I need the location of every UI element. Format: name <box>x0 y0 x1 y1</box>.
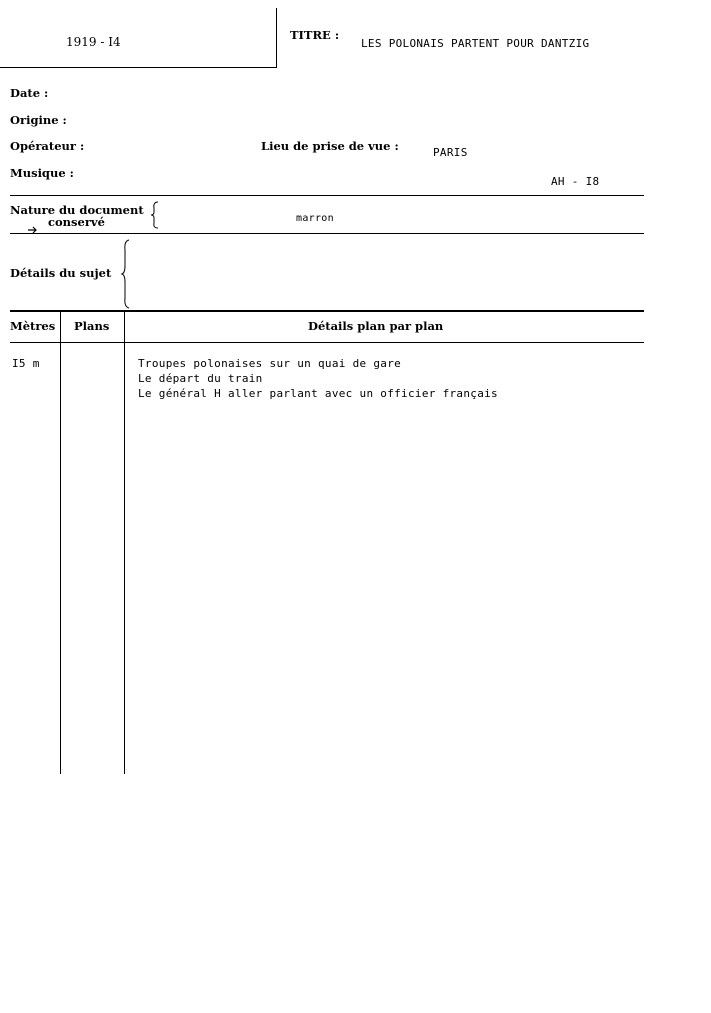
header-underline <box>0 67 277 68</box>
col-details-header: Détails plan par plan <box>308 319 444 333</box>
table-header-rule <box>10 342 644 343</box>
date-label: Date : <box>10 86 49 100</box>
detail-line: Troupes polonaises sur un quai de gare <box>138 357 402 370</box>
col-plans-header: Plans <box>74 319 110 333</box>
nature-label-line1: Nature du document <box>10 203 144 217</box>
origine-label: Origine : <box>10 113 67 127</box>
col-metres-header: Mètres <box>10 319 56 333</box>
nature-top-rule <box>10 195 644 196</box>
nature-brace-icon <box>150 200 162 230</box>
operateur-label: Opérateur : <box>10 139 85 153</box>
nature-value: marron <box>296 213 334 224</box>
row-metres-value: I5 m <box>12 357 40 370</box>
reference-number: 1919 - I4 <box>66 35 121 49</box>
nature-label-line2: conservé <box>48 215 105 229</box>
sujet-brace-icon <box>120 238 132 310</box>
musique-label: Musique : <box>10 166 74 180</box>
detail-line: Le général H aller parlant avec un officier français <box>138 387 498 400</box>
col-divider-2 <box>124 312 125 774</box>
table-top-rule <box>10 310 644 312</box>
nature-bottom-rule <box>10 233 644 234</box>
header-divider <box>276 8 277 68</box>
lieu-value: PARIS <box>433 146 468 159</box>
sujet-label: Détails du sujet <box>10 266 112 280</box>
titre-label: TITRE : <box>290 28 340 42</box>
detail-line: Le départ du train <box>138 372 263 385</box>
lieu-label: Lieu de prise de vue : <box>261 139 399 153</box>
document-code: AH - I8 <box>551 175 600 188</box>
titre-value: LES POLONAIS PARTENT POUR DANTZIG <box>361 37 590 50</box>
col-divider-1 <box>60 312 61 774</box>
